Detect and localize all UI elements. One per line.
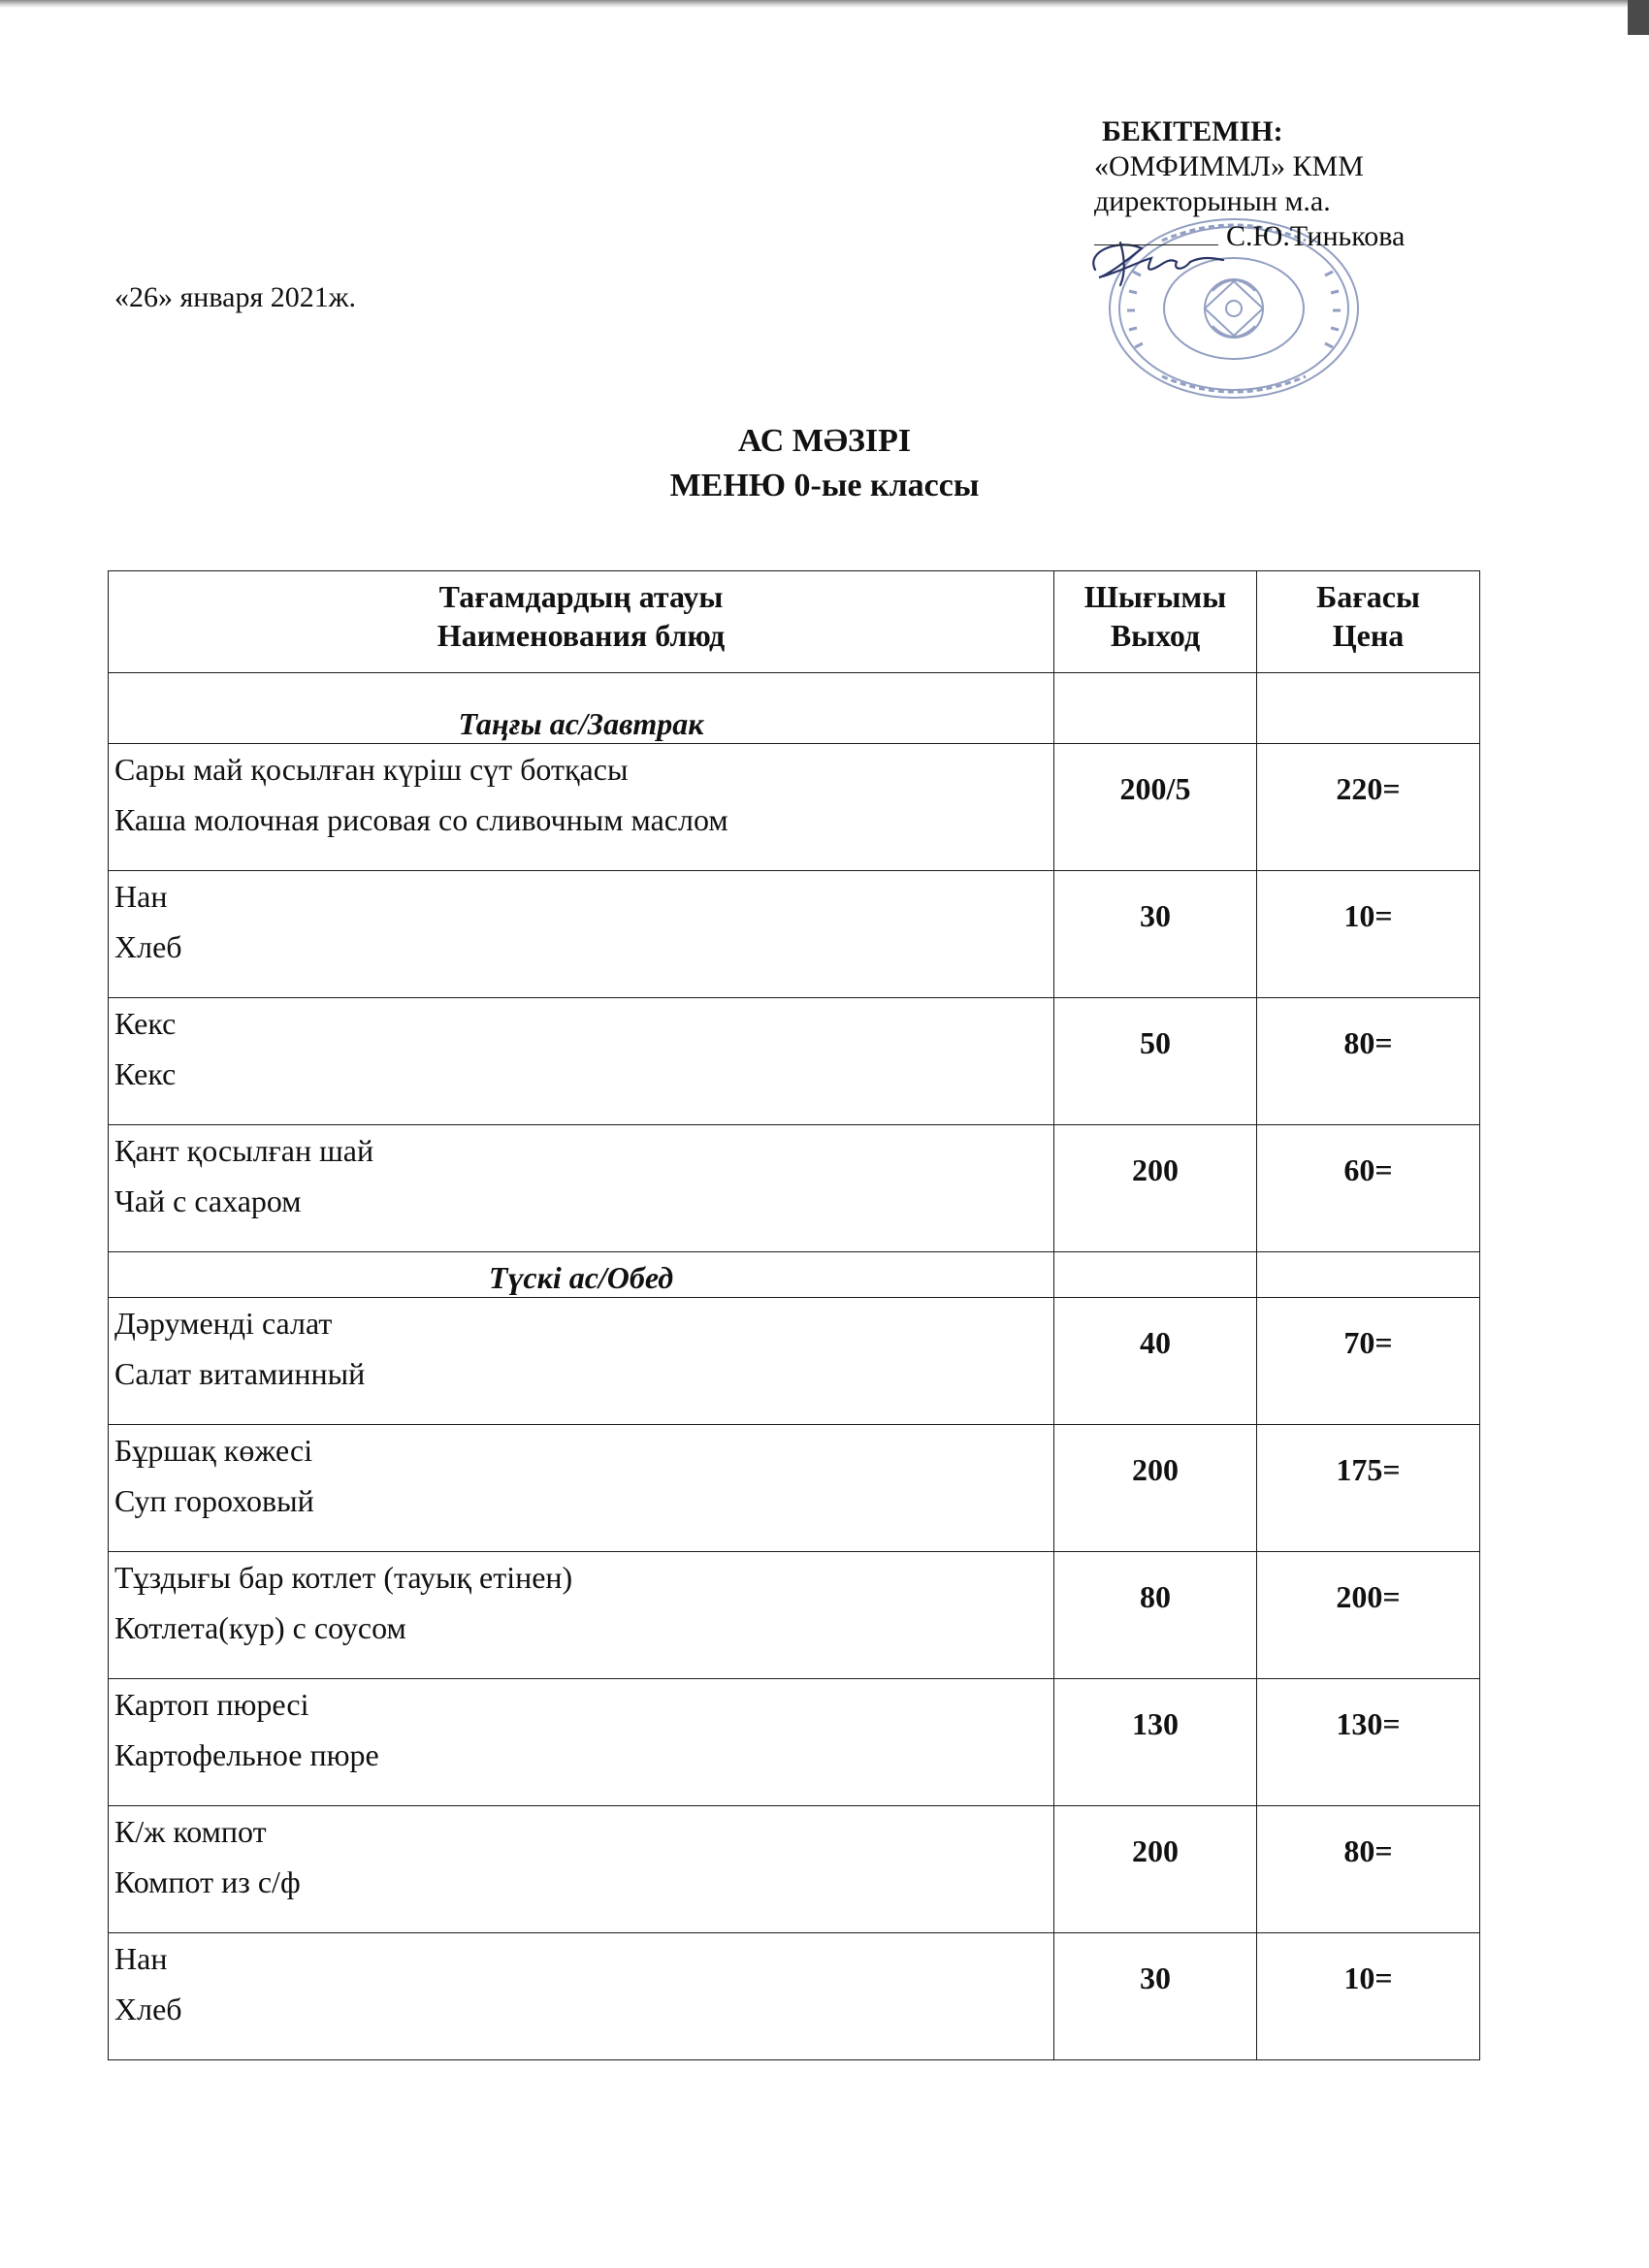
menu-table <box>108 570 1480 2060</box>
approval-heading: БЕКІТЕМІН: <box>1102 115 1283 147</box>
header-price-kz: Бағасы <box>1316 579 1420 614</box>
section-title: Таңғы ас/Завтрак <box>109 673 1054 744</box>
dish-name-kz: Нан <box>114 1941 168 1976</box>
dish-name-cell <box>109 1933 1054 2060</box>
header-dish-name-ru: Наименования блюд <box>436 618 726 653</box>
dish-name-ru: Картофельное пюре <box>114 1737 379 1772</box>
table-row <box>109 1425 1480 1552</box>
section-title: Түскі ас/Обед <box>109 1252 1054 1298</box>
dish-price: 130= <box>1257 1679 1480 1806</box>
approval-signature-line <box>1094 219 1599 254</box>
dish-price: 80= <box>1257 998 1480 1125</box>
dish-name-ru: Кекс <box>114 1056 177 1091</box>
table-row <box>109 1298 1480 1425</box>
table-row <box>109 998 1480 1125</box>
dish-name-ru: Салат витаминный <box>114 1356 366 1391</box>
dish-yield: 80 <box>1054 1552 1257 1679</box>
section-empty-cell <box>1054 1252 1257 1298</box>
dish-name-kz: К/ж компот <box>114 1814 267 1849</box>
approval-block <box>1094 114 1599 254</box>
header-price-ru: Цена <box>1332 618 1405 653</box>
scan-edge-top <box>0 0 1649 8</box>
dish-price: 10= <box>1257 1933 1480 2060</box>
header-yield <box>1054 571 1257 673</box>
document-title <box>0 419 1649 508</box>
dish-price: 175= <box>1257 1425 1480 1552</box>
table-row <box>109 744 1480 871</box>
header-dish-name-kz: Тағамдардың атауы <box>438 579 724 614</box>
title-kz: АС МӘЗІРІ <box>737 423 912 459</box>
approval-org: «ОМФИММЛ» КММ <box>1094 150 1364 182</box>
section-row-breakfast <box>109 673 1480 744</box>
dish-name-ru: Каша молочная рисовая со сливочным маслом <box>114 802 728 837</box>
document-date: «26» января 2021ж. <box>114 281 356 313</box>
section-empty-cell <box>1054 673 1257 744</box>
table-row <box>109 1806 1480 1933</box>
dish-yield: 200 <box>1054 1425 1257 1552</box>
dish-name-ru: Чай с сахаром <box>114 1183 302 1218</box>
dish-yield: 30 <box>1054 871 1257 998</box>
section-empty-cell <box>1257 673 1480 744</box>
dish-name-cell <box>109 998 1054 1125</box>
dish-name-kz: Кекс <box>114 1006 177 1041</box>
dish-name-kz: Тұздығы бар котлет (тауық етінен) <box>114 1560 573 1595</box>
approval-name: С.Ю.Тинькова <box>1226 220 1406 252</box>
dish-yield: 200 <box>1054 1125 1257 1252</box>
table-row <box>109 1679 1480 1806</box>
dish-name-cell <box>109 1806 1054 1933</box>
title-ru: МЕНЮ 0-ые классы <box>669 468 980 503</box>
table-row <box>109 1125 1480 1252</box>
dish-name-cell <box>109 1125 1054 1252</box>
signature-underline <box>1094 219 1218 245</box>
dish-yield: 130 <box>1054 1679 1257 1806</box>
dish-name-kz: Сары май қосылған күріш сүт ботқасы <box>114 752 629 787</box>
header-yield-ru: Выход <box>1110 618 1201 653</box>
dish-name-cell <box>109 1679 1054 1806</box>
header-price <box>1257 571 1480 673</box>
dish-name-kz: Дәруменді салат <box>114 1306 333 1341</box>
dish-yield: 200 <box>1054 1806 1257 1933</box>
approval-position: директорынын м.а. <box>1094 185 1331 217</box>
dish-yield: 40 <box>1054 1298 1257 1425</box>
dish-name-ru: Котлета(кур) с соусом <box>114 1610 406 1645</box>
dish-name-kz: Қант қосылған шай <box>114 1133 374 1168</box>
dish-name-cell <box>109 871 1054 998</box>
section-row-lunch <box>109 1252 1480 1298</box>
dish-price: 60= <box>1257 1125 1480 1252</box>
dish-name-kz: Бұршақ көжесі <box>114 1433 313 1468</box>
table-row <box>109 871 1480 998</box>
scan-edge-corner <box>1628 0 1649 35</box>
dish-name-cell <box>109 1298 1054 1425</box>
section-empty-cell <box>1257 1252 1480 1298</box>
dish-yield: 30 <box>1054 1933 1257 2060</box>
dish-name-kz: Нан <box>114 879 168 914</box>
dish-yield: 200/5 <box>1054 744 1257 871</box>
dish-name-ru: Суп гороховый <box>114 1483 314 1518</box>
dish-name-cell <box>109 744 1054 871</box>
dish-name-ru: Хлеб <box>114 1992 182 2026</box>
dish-price: 220= <box>1257 744 1480 871</box>
dish-price: 70= <box>1257 1298 1480 1425</box>
dish-price: 80= <box>1257 1806 1480 1933</box>
dish-name-cell <box>109 1552 1054 1679</box>
dish-name-ru: Компот из с/ф <box>114 1864 301 1899</box>
dish-name-kz: Картоп пюресі <box>114 1687 309 1722</box>
dish-price: 200= <box>1257 1552 1480 1679</box>
table-row <box>109 1933 1480 2060</box>
table-header-row <box>109 571 1480 673</box>
dish-name-cell <box>109 1425 1054 1552</box>
table-row <box>109 1552 1480 1679</box>
dish-yield: 50 <box>1054 998 1257 1125</box>
header-yield-kz: Шығымы <box>1083 579 1227 614</box>
dish-price: 10= <box>1257 871 1480 998</box>
dish-name-ru: Хлеб <box>114 929 182 964</box>
header-dish-name <box>109 571 1054 673</box>
